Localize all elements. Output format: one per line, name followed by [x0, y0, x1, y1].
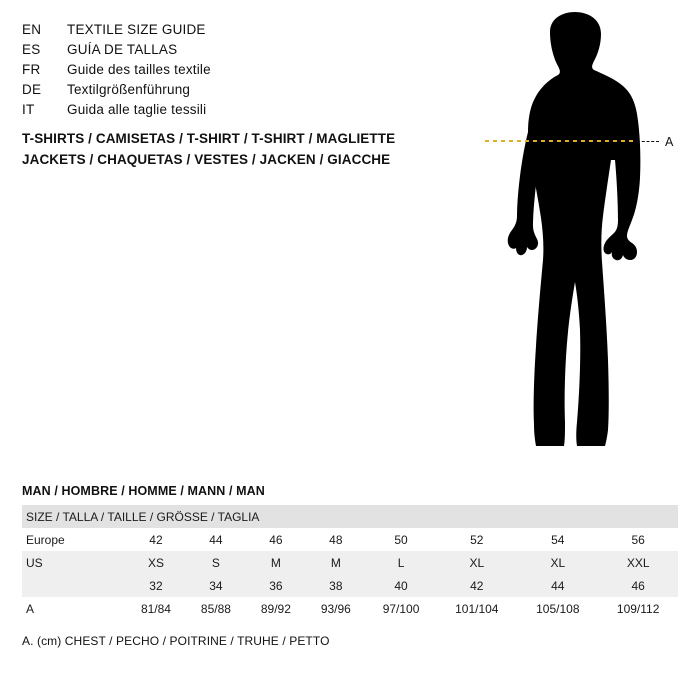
table-cell: 50: [394, 532, 408, 547]
table-cell: 46: [269, 532, 283, 547]
table-cell: XL: [517, 551, 598, 574]
table-cell: XS: [126, 551, 186, 574]
language-row: [22, 62, 452, 82]
callout-dash-line: [637, 141, 659, 142]
language-code: EN: [22, 22, 42, 37]
language-code: FR: [22, 62, 41, 77]
table-cell: 48: [329, 532, 343, 547]
table-cell: 36: [246, 574, 306, 597]
language-row: [22, 82, 452, 102]
table-cell: S: [186, 551, 246, 574]
language-row: [22, 22, 452, 42]
table-cell: 42: [149, 532, 163, 547]
table-row: [22, 551, 678, 574]
table-cell: 93/96: [320, 601, 351, 616]
silhouette-body-shape: [508, 12, 641, 446]
table-cell: 32: [126, 574, 186, 597]
table-cell: 34: [186, 574, 246, 597]
table-cell: 81/84: [140, 601, 171, 616]
language-code: ES: [22, 42, 41, 57]
table-header-row: [22, 505, 678, 528]
table-section-title: MAN / HOMBRE / HOMME / MANN / MAN: [22, 484, 265, 498]
language-text: Guida alle taglie tessili: [67, 102, 207, 117]
table-row: [22, 528, 678, 551]
table-cell: 85/88: [200, 601, 231, 616]
table-cell: 42: [436, 574, 517, 597]
table-cell: 89/92: [260, 601, 291, 616]
table-row: [22, 574, 678, 597]
chest-callout-label: A: [665, 135, 674, 149]
category-list: [22, 128, 482, 170]
table-cell: XL: [436, 551, 517, 574]
row-label: [22, 574, 126, 597]
table-cell: M: [306, 551, 366, 574]
language-row: [22, 102, 452, 122]
size-table: [22, 505, 678, 620]
table-cell: L: [366, 551, 436, 574]
table-cell: 54: [551, 532, 565, 547]
row-label: US: [22, 551, 126, 574]
row-label: Europe: [26, 532, 65, 547]
table-cell: M: [246, 551, 306, 574]
table-cell: 38: [306, 574, 366, 597]
table-cell: 109/112: [616, 601, 660, 616]
size-table-section: [22, 484, 678, 648]
male-silhouette-illustration: [455, 10, 695, 470]
table-cell: 105/108: [536, 601, 580, 616]
category-tshirts: T-SHIRTS / CAMISETAS / T-SHIRT / T-SHIRT / MAGLIETTE: [22, 131, 396, 146]
language-text: GUÍA DE TALLAS: [67, 42, 178, 57]
table-row: [22, 597, 678, 620]
table-cell: 101/104: [455, 601, 499, 616]
table-header-label: SIZE / TALLA / TAILLE / GRÖSSE / TAGLIA: [22, 505, 678, 528]
language-text: TEXTILE SIZE GUIDE: [67, 22, 206, 37]
language-code: DE: [22, 82, 42, 97]
table-cell: 97/100: [382, 601, 420, 616]
language-text: Guide des tailles textile: [67, 62, 211, 77]
table-cell: 44: [517, 574, 598, 597]
language-text: Textilgrößenführung: [67, 82, 191, 97]
table-cell: 46: [598, 574, 678, 597]
table-cell: 56: [631, 532, 645, 547]
language-row: [22, 42, 452, 62]
language-list: [22, 22, 452, 122]
row-label: A: [26, 601, 35, 616]
category-jackets: JACKETS / CHAQUETAS / VESTES / JACKEN / GIACCHE: [22, 152, 391, 167]
table-cell: XXL: [598, 551, 678, 574]
table-cell: 44: [209, 532, 223, 547]
table-cell: 52: [470, 532, 484, 547]
language-code: IT: [22, 102, 35, 117]
table-cell: 40: [366, 574, 436, 597]
table-footnote: A. (cm) CHEST / PECHO / POITRINE / TRUHE / PETTO: [22, 634, 330, 648]
